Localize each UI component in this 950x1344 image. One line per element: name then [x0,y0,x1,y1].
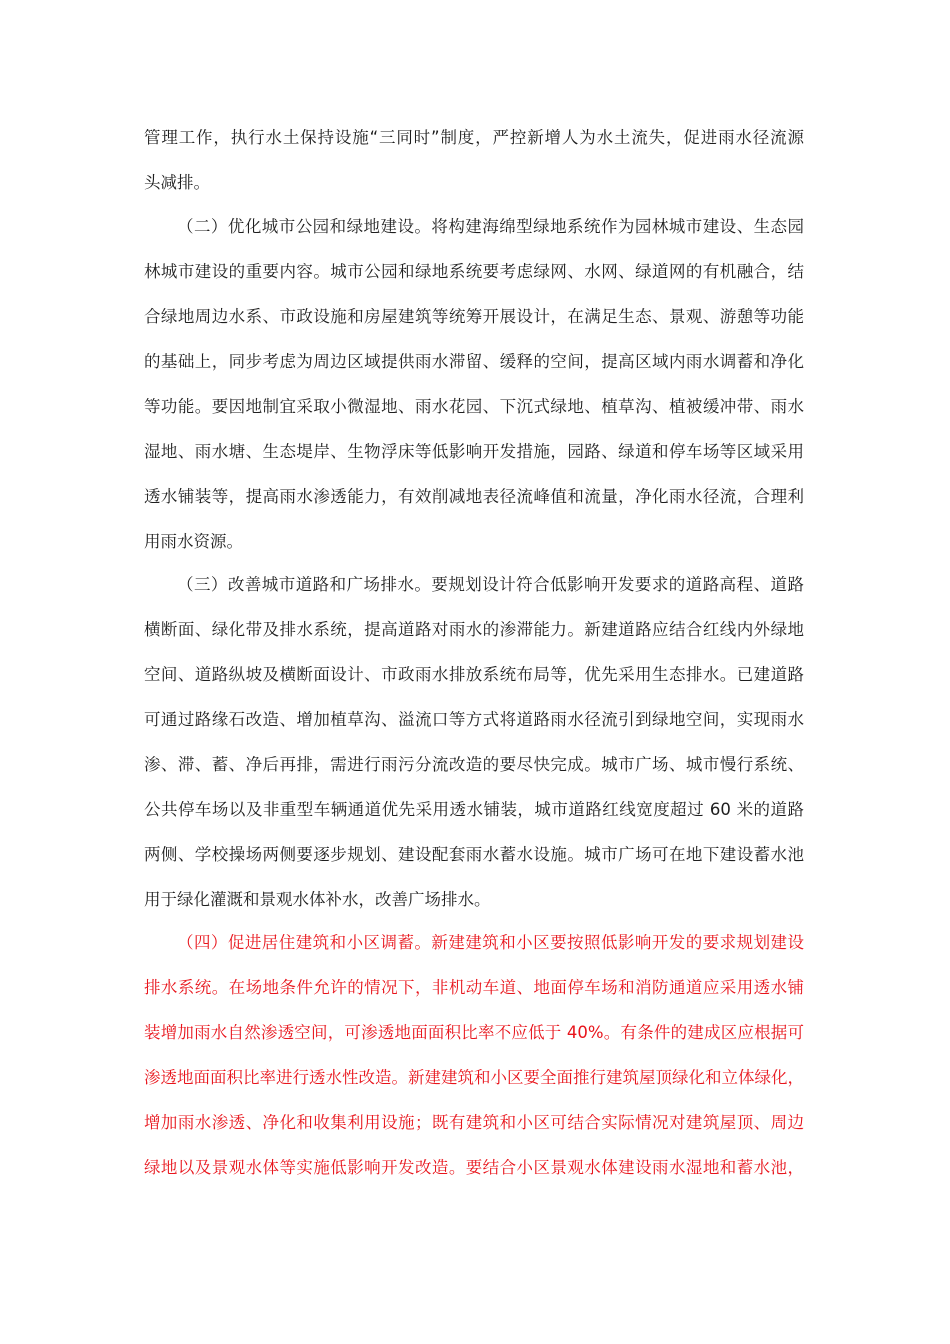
paragraph-line: 合绿地周边水系、市政设施和房屋建筑等统筹开展设计，在满足生态、景观、游憩等功能 [144,307,804,326]
paragraph-line: 排水系统。在场地条件允许的情况下，非机动车道、地面停车场和消防通道应采用透水铺 [144,978,804,997]
paragraph-line: 用雨水资源。 [144,532,243,551]
paragraph-line: 渗、滞、蓄、净后再排，需进行雨污分流改造的要尽快完成。城市广场、城市慢行系统、 [144,755,804,774]
paragraph-line: （四）促进居住建筑和小区调蓄。新建建筑和小区要按照低影响开发的要求规划建设 [177,933,804,952]
paragraph-line: 可通过路缘石改造、增加植草沟、溢流口等方式将道路雨水径流引到绿地空间，实现雨水 [144,710,804,729]
paragraph-line: （二）优化城市公园和绿地建设。将构建海绵型绿地系统作为园林城市建设、生态园 [177,217,804,236]
paragraph-line: 横断面、绿化带及排水系统，提高道路对雨水的渗滞能力。新建道路应结合红线内外绿地 [144,620,804,639]
intro-paragraph [144,115,804,205]
paragraph-line: 的基础上，同步考虑为周边区域提供雨水滞留、缓释的空间，提高区域内雨水调蓄和净化 [144,352,804,371]
section-3-paragraph [144,562,804,922]
section-2-paragraph [144,204,804,564]
paragraph-line: 绿地以及景观水体等实施低影响开发改造。要结合小区景观水体建设雨水湿地和蓄水池， [144,1158,804,1177]
paragraph-line: 等功能。要因地制宜采取小微湿地、雨水花园、下沉式绿地、植草沟、植被缓冲带、雨水 [144,397,804,416]
paragraph-line: 湿地、雨水塘、生态堤岸、生物浮床等低影响开发措施，园路、绿道和停车场等区域采用 [144,442,804,461]
paragraph-line: （三）改善城市道路和广场排水。要规划设计符合低影响开发要求的道路高程、道路 [177,575,804,594]
paragraph-line: 公共停车场以及非重型车辆通道优先采用透水铺装，城市道路红线宽度超过 60 米的道路 [144,800,804,819]
paragraph-line: 增加雨水渗透、净化和收集利用设施；既有建筑和小区可结合实际情况对建筑屋顶、周边 [144,1113,804,1132]
paragraph-line: 林城市建设的重要内容。城市公园和绿地系统要考虑绿网、水网、绿道网的有机融合，结 [144,262,804,281]
paragraph-line: 空间、道路纵坡及横断面设计、市政雨水排放系统布局等，优先采用生态排水。已建道路 [144,665,804,684]
paragraph-line: 头减排。 [144,173,210,192]
paragraph-line: 装增加雨水自然渗透空间，可渗透地面面积比率不应低于 40%。有条件的建成区应根据可 [144,1023,804,1042]
paragraph-line: 用于绿化灌溉和景观水体补水，改善广场排水。 [144,890,491,909]
paragraph-line: 透水铺装等，提高雨水渗透能力，有效削减地表径流峰值和流量，净化雨水径流，合理利 [144,487,804,506]
section-4-paragraph [144,920,804,1190]
paragraph-line: 渗透地面面积比率进行透水性改造。新建建筑和小区要全面推行建筑屋顶绿化和立体绿化， [144,1068,804,1087]
paragraph-line: 管理工作，执行水土保持设施“三同时”制度，严控新增人为水土流失，促进雨水径流源 [144,128,804,147]
paragraph-line: 两侧、学校操场两侧要逐步规划、建设配套雨水蓄水设施。城市广场可在地下建设蓄水池 [144,845,804,864]
